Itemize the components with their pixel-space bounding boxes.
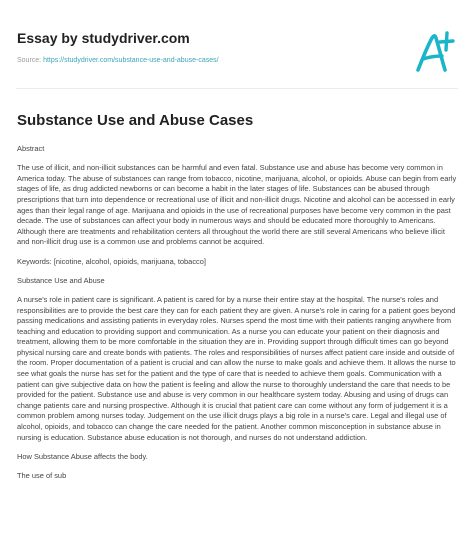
keywords-label: Keywords: <box>17 256 52 266</box>
source-line <box>17 57 219 64</box>
header-divider <box>16 88 458 89</box>
abstract-heading: Abstract <box>17 144 45 153</box>
section-body-body-effects: The use of sub <box>17 471 67 480</box>
page-title: Substance Use and Abuse Cases <box>17 112 254 129</box>
section-heading-substance-use: Substance Use and Abuse <box>17 275 105 285</box>
source-prefix: Source: <box>17 57 44 64</box>
section-body-substance-use: A nurse's role in patient care is significant. A patient is cared for by a nurse their entire stay at the hospital. The nurse's roles and responsibilities are to provide the best care they can for each patient they are given. A nurse's role in caring for a patient goes beyond passing medications and assisting patients in everyday roles. Nurses spend the most time with their patients ranging anywhere from teaching and education to providing support and communication. As a nurse you can educate your patient on their diagnosis and treatment, allowing them to be more comfortable in the situation they are in. Providing support through difficult times can go beyond physical nursing care and create bonds with patients. The roles and responsibilities of nurses affect patient care inside and outside of the room. Proper documentation of a patient is crucial and can allow the nurse to make goals and achieve them. It allows the nurse to see what goals the nurse has set for the patient and the type of care that is needed to achieve them goals. Communication with a patient can give subjective data on how the patient is feeling and allow the nurse to thoroughly understand the care that needs to be provided for the patient. Substance use and abuse is very common in our healthcare system today. Abusing and using of drugs can change patients care and nursing prospective. Although it is crucial that patient care can come without any form of judgement it is a common problem among nurses today. Judgement on the use illicit drugs plays a big role in a nurse's care. Legal and illegal use of alcohol, opioids, and tobacco can change the care needed for the patient. Another common misconception in substance abuse in nursing is education. Substance abuse education is not thorough, and nurses do not understand addiction. <box>17 294 456 442</box>
source-link[interactable]: https://studydriver.com/substance-use-and-abuse-cases/ <box>43 57 219 64</box>
site-title: Essay by studydriver.com <box>17 30 190 46</box>
keywords-value: [nicotine, alcohol, opioids, marijuana, tobacco] <box>53 256 206 266</box>
keywords-line <box>17 257 457 268</box>
page-header <box>16 0 458 84</box>
a-plus-logo-icon <box>412 30 456 74</box>
essay-content <box>17 110 457 490</box>
abstract-body: The use of illicit, and non-illicit substances can be harmful and even fatal. Substance use and abuse has become very common in America today. The abuse of substances can range from tobacco, nicotine, marijuana, alcohol, or opioids. Abuse can begin from early stages of life, as drug addicted newborns or can become a habit in the later stages of life. Substances can be abused through prescriptions that turn into dependence or recreational use of illicit and non-illicit drugs. Nicotine and alcohol can be accessed in early ages than their legal range of age. Marijuana and opioids in the use of recreational purposes have become very common in the past decade. The use of substances can affect your body in numerous ways and should be educated more thoroughly to Americans. Although there are treatments and rehabilitation centers all throughout the world there are still several Americans who believe illicit and non-illicit drug use is a common use and problems cannot be acquired. <box>17 163 457 247</box>
section-heading-body-effects: How Substance Abuse affects the body. <box>17 451 148 461</box>
